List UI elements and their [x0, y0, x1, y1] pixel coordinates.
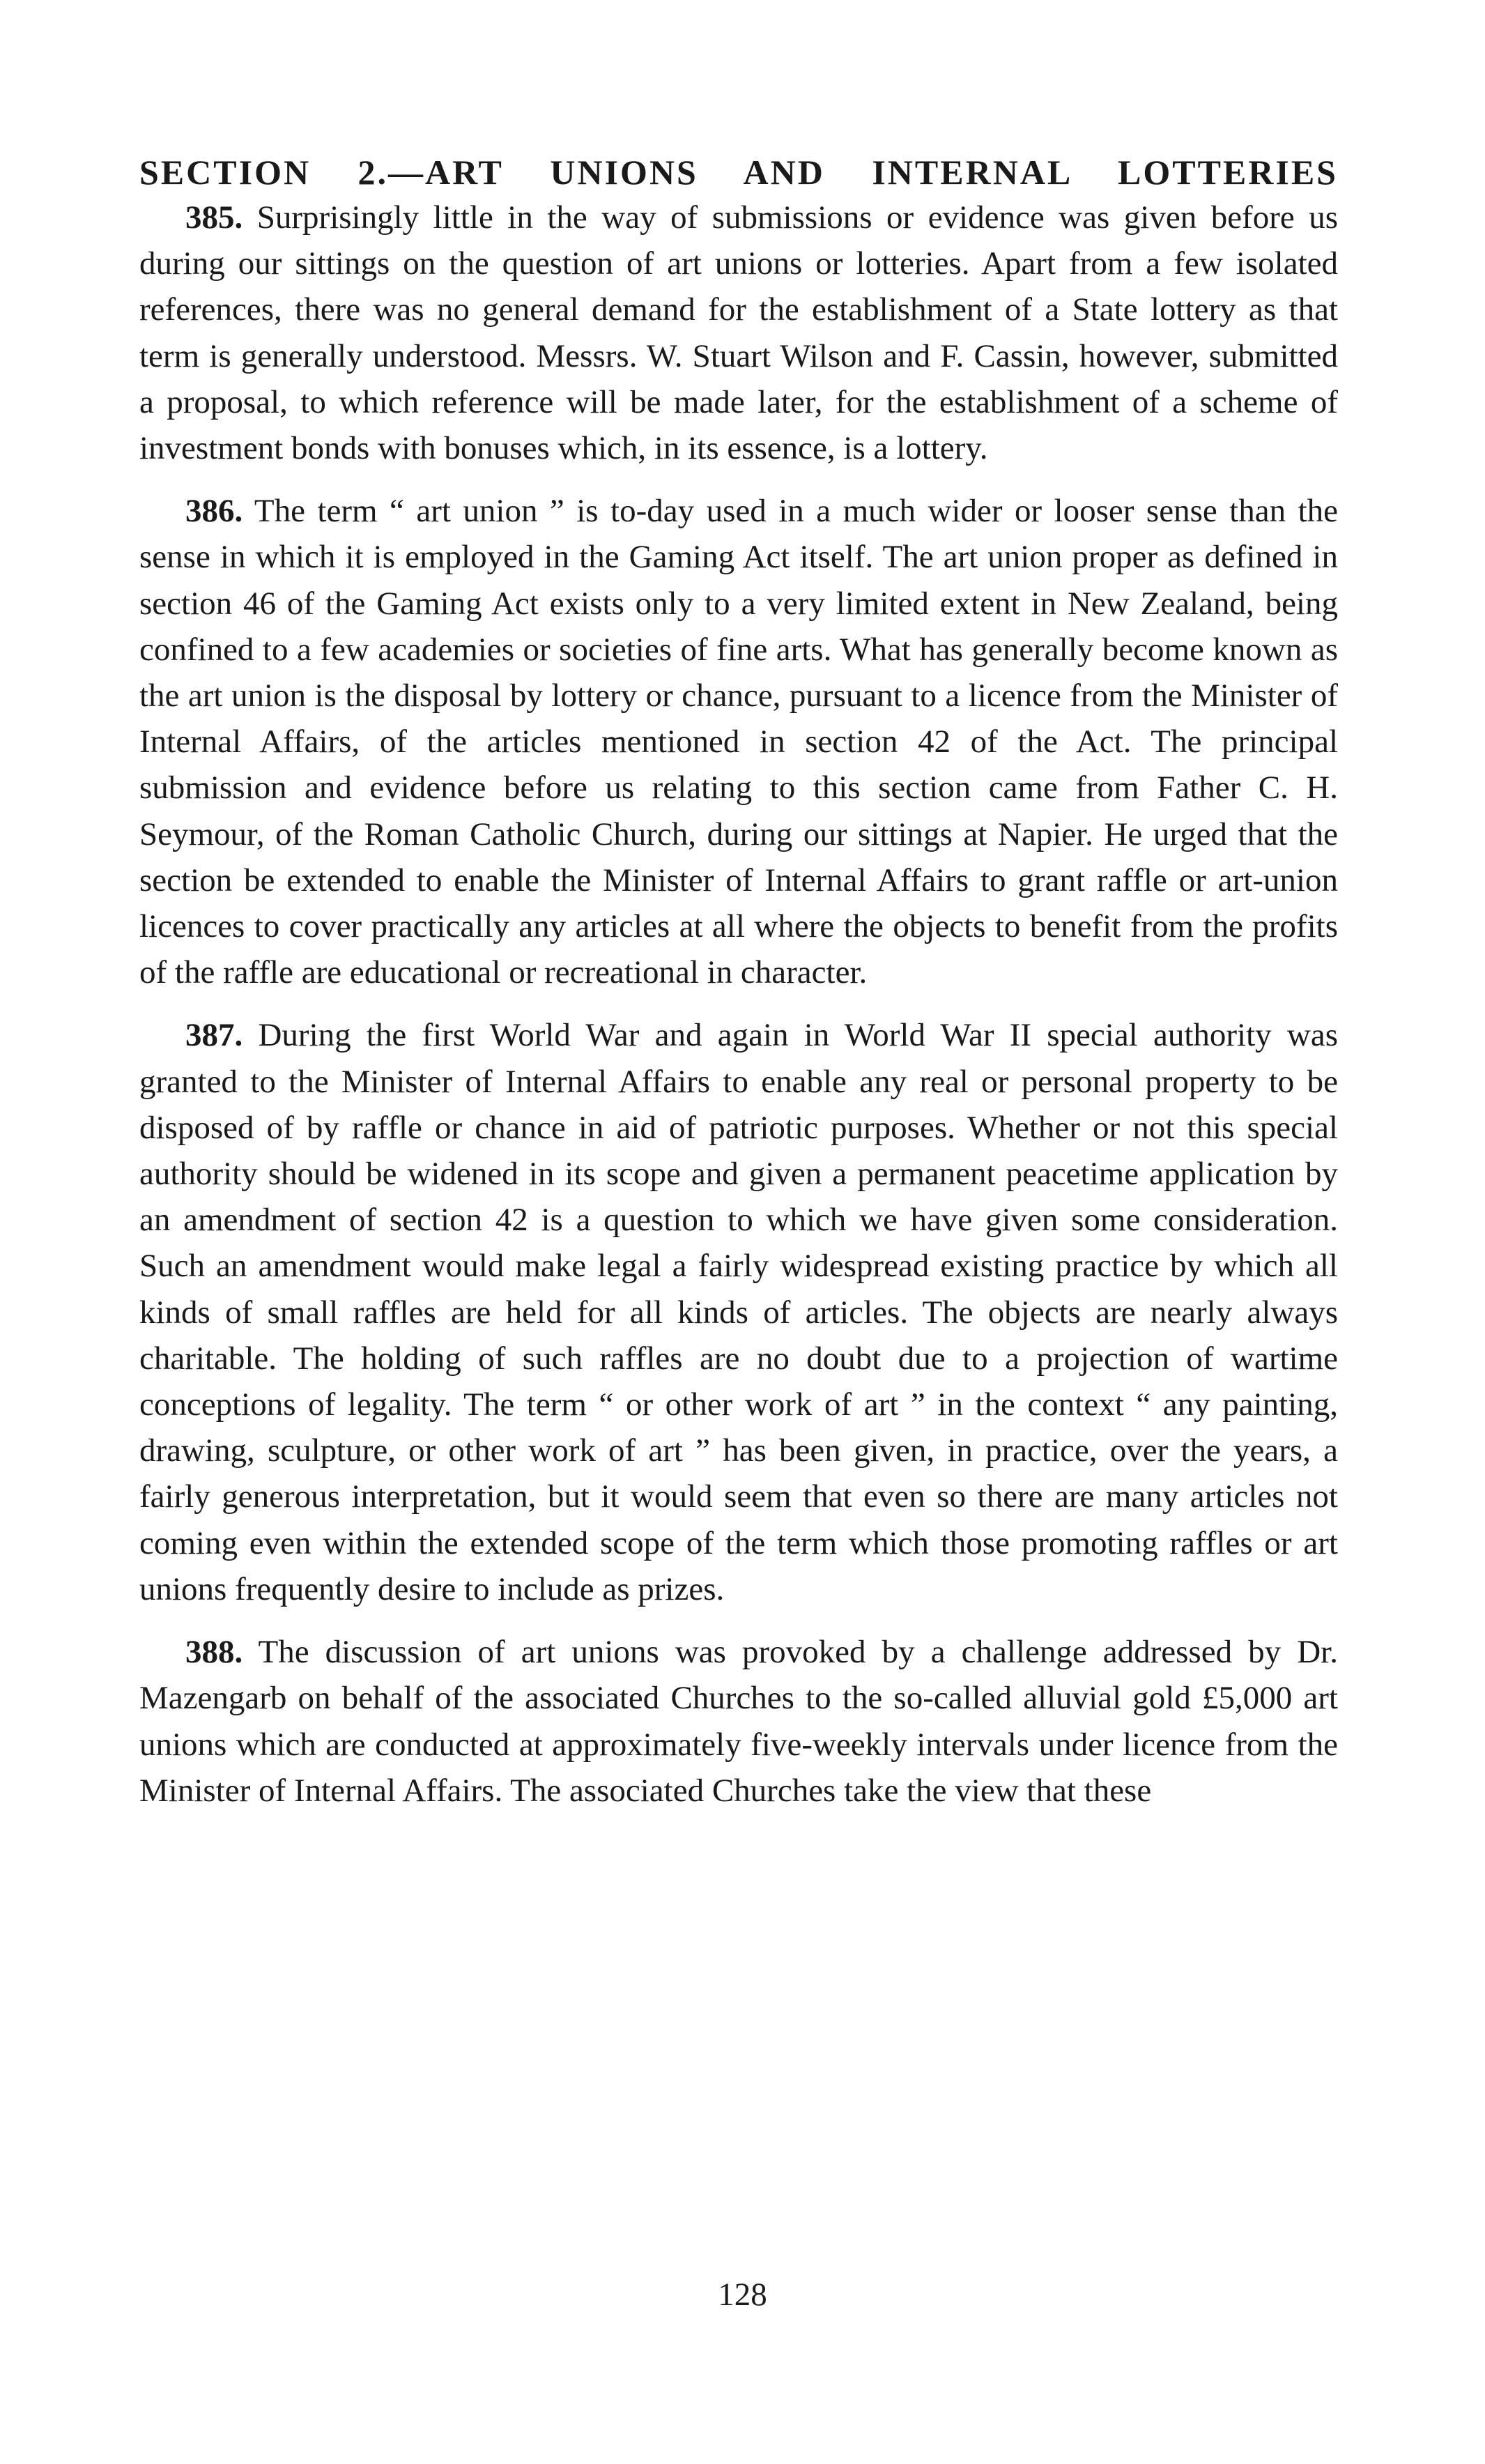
- paragraph-385: [139, 194, 1338, 471]
- paragraph-number: 387.: [185, 1017, 243, 1054]
- paragraph-number: 386.: [185, 493, 243, 530]
- paragraph-number: 388.: [185, 1634, 243, 1671]
- paragraph-388: [139, 1629, 1338, 1814]
- paragraph-text: Surprisingly little in the way of submissions or evidence was given before us during our sittings on the question of art unions or lotteries. Apart from a few isolated references, there was no general demand for the establishment of a State lottery as that term is generally understood. Messrs. W. Stuart Wilson and F. Cassin, however, submitted a proposal, to which reference will be made later, for the establishment of a scheme of investment bonds with bonuses which, in its essence, is a lottery.: [139, 199, 1338, 467]
- paragraph-387: [139, 1012, 1338, 1612]
- paragraph-386: [139, 488, 1338, 995]
- paragraph-text: The discussion of art unions was provoked by a challenge addressed by Dr. Mazengarb on behalf of the associated Churches to the so-called alluvial gold £5,000 art unions which are conducted at approximately five-weekly intervals under licence from the Minister of Internal Affairs. The associated Churches take the view that these: [139, 1634, 1338, 1809]
- section-title: SECTION 2.—ART UNIONS AND INTERNAL LOTTERIES: [139, 153, 1338, 192]
- page-body: [139, 150, 1338, 1814]
- paragraph-number: 385.: [185, 199, 243, 236]
- paragraph-text: During the first World War and again in World War II special authority was granted to the Minister of Internal Affairs to enable any real or personal property to be disposed of by raffle or chance in aid of patriotic purposes. Whether or not this special authority should be widened in its scope and given a permanent peacetime application by an amendment of section 42 is a question to which we have given some consideration. Such an amendment would make legal a fairly widespread existing practice by which all kinds of small raffles are held for all kinds of articles. The objects are nearly always charitable. The holding of such raffles are no doubt due to a projection of wartime conceptions of legality. The term “ or other work of art ” in the context “ any painting, drawing, sculpture, or other work of art ” has been given, in practice, over the years, a fairly generous interpretation, but it would seem that even so there are many articles not coming even within the extended scope of the term which those promoting raffles or art unions frequently desire to include as prizes.: [139, 1017, 1338, 1607]
- page-number: 128: [718, 2276, 767, 2313]
- paragraph-text: The term “ art union ” is to-day used in a much wider or looser sense than the sense in which it is employed in the Gaming Act itself. The art union proper as defined in section 46 of the Gaming Act exists only to a very limited extent in New Zealand, being confined to a few academies or societies of fine arts. What has generally become known as the art union is the disposal by lottery or chance, pursuant to a licence from the Minister of Internal Affairs, of the articles mentioned in section 42 of the Act. The principal submission and evidence before us relating to this section came from Father C. H. Seymour, of the Roman Catholic Church, during our sittings at Napier. He urged that the section be extended to enable the Minister of Internal Affairs to grant raffle or art-union licences to cover practically any articles at all where the objects to benefit from the profits of the raffle are educational or recreational in character.: [139, 493, 1338, 991]
